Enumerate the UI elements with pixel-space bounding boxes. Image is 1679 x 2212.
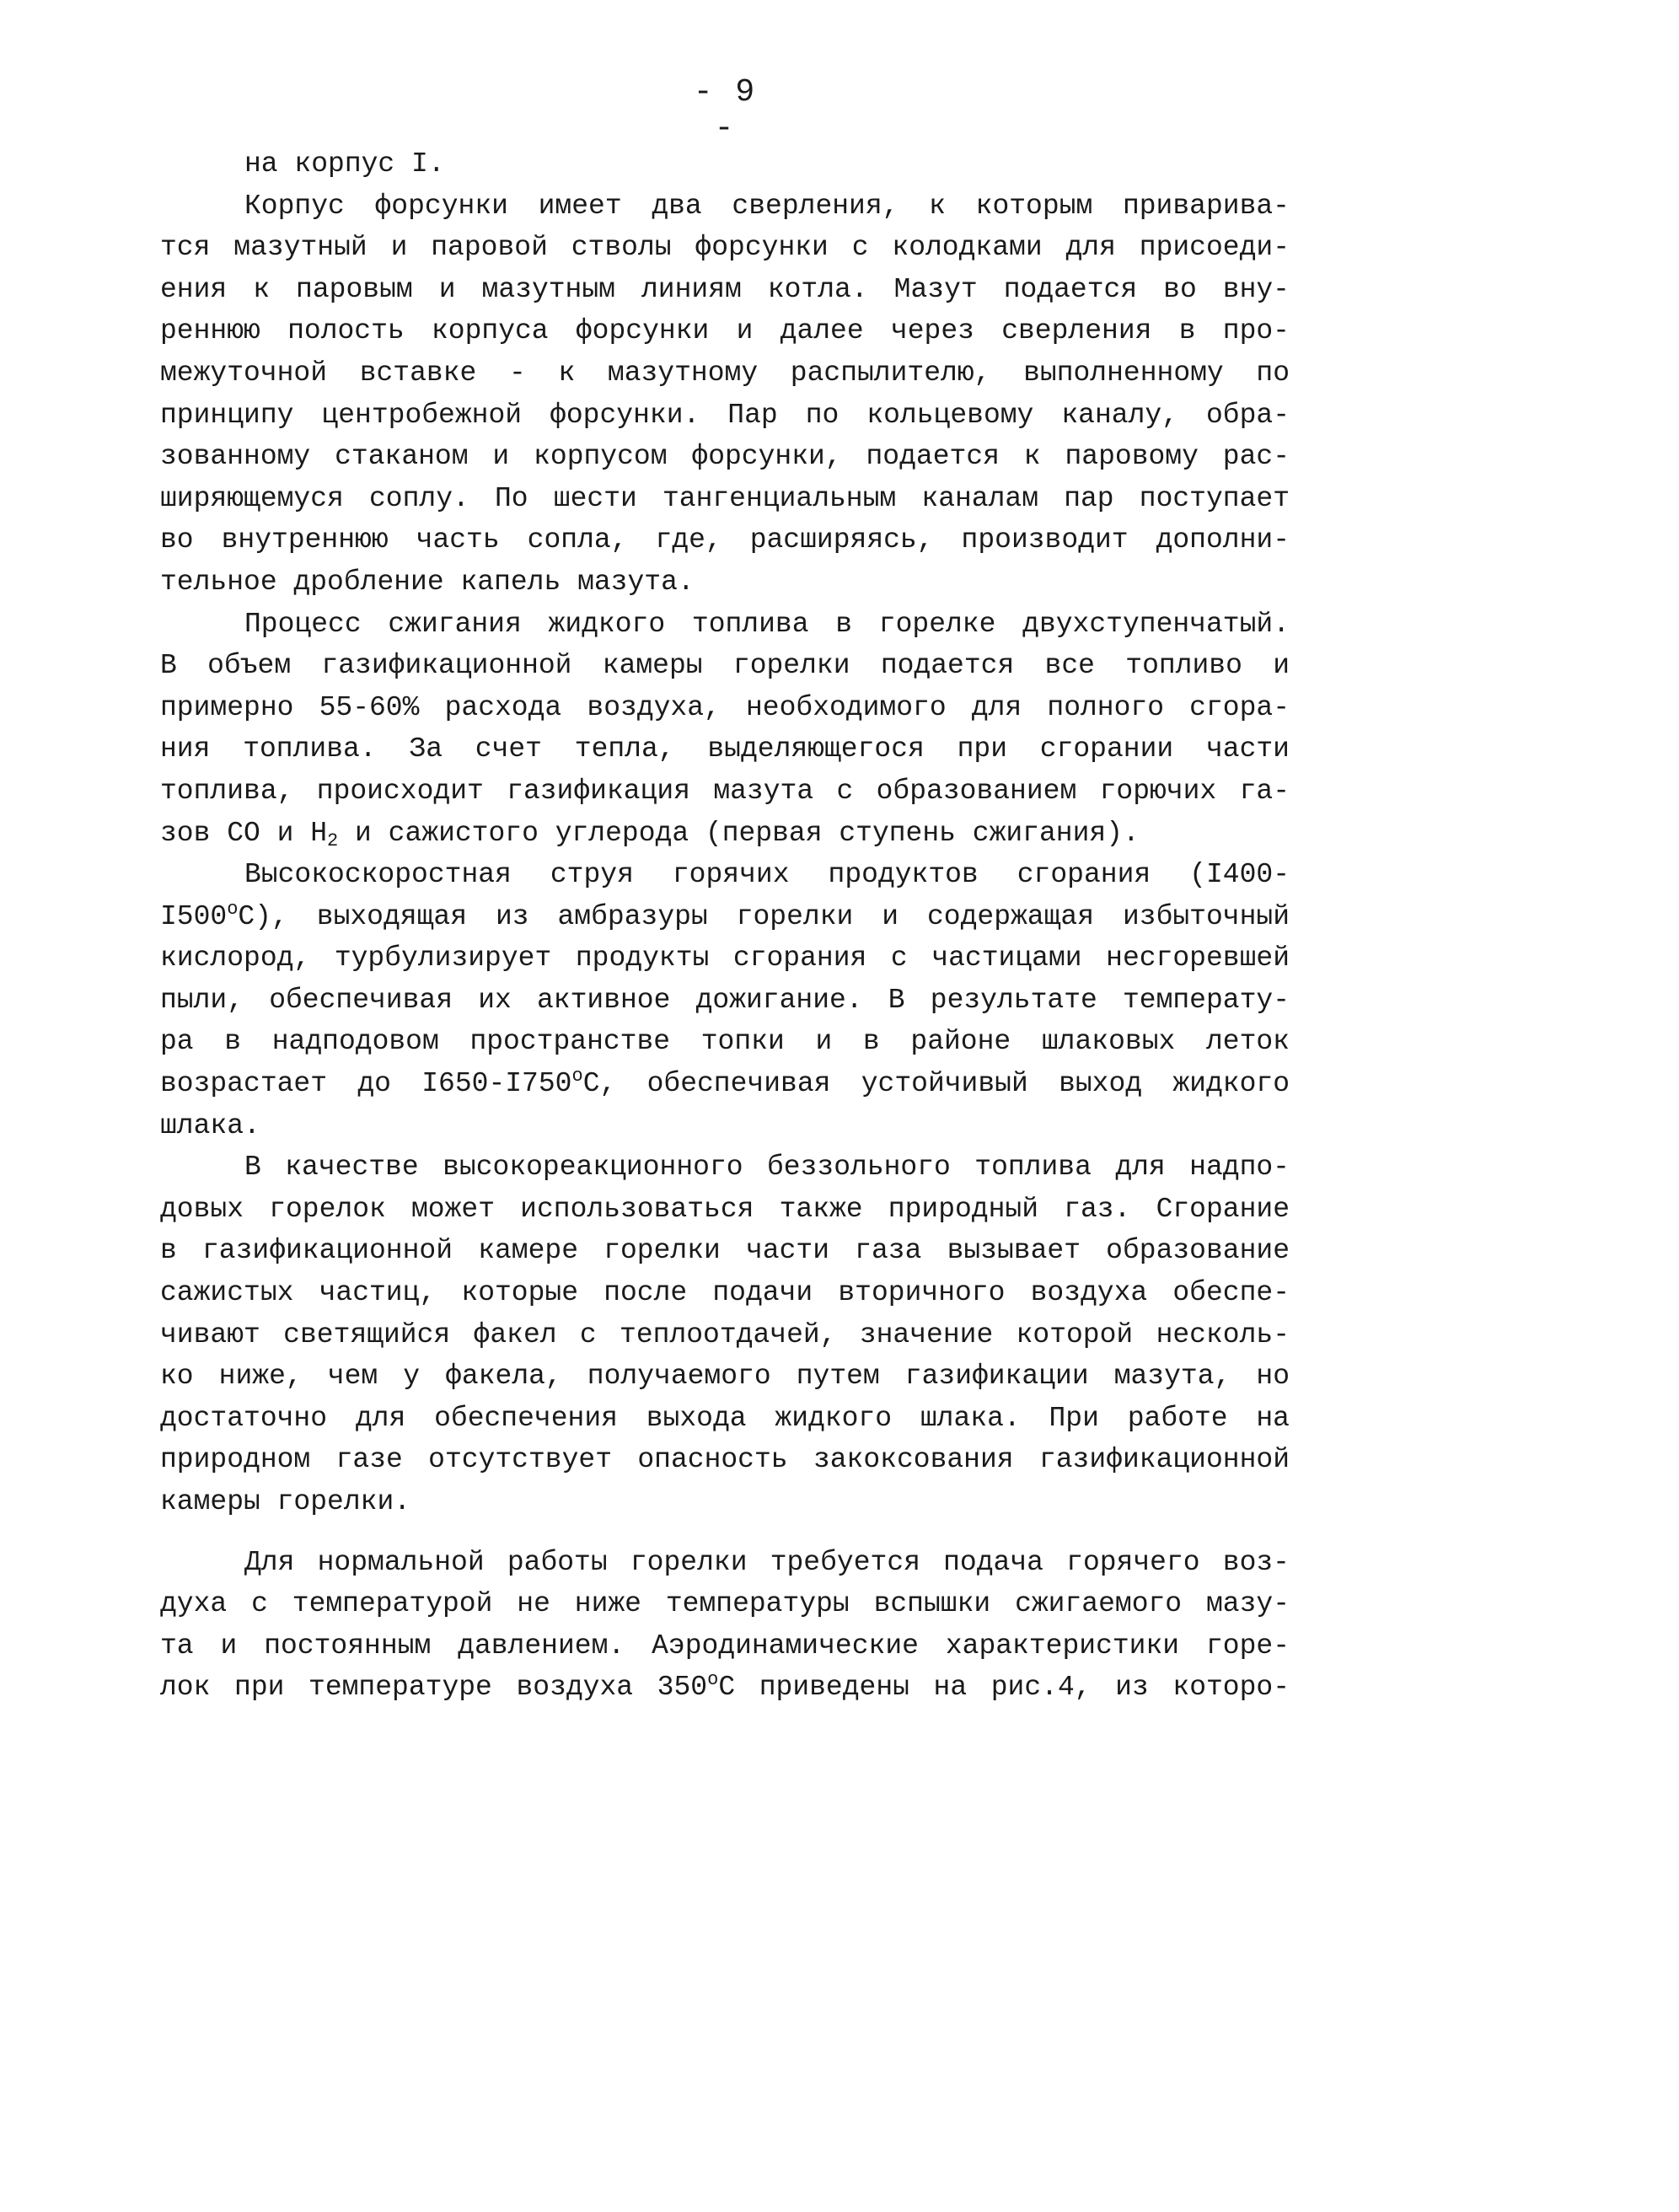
text-line: В качестве высокореакционного беззольного топлива для надпо- bbox=[244, 1152, 1290, 1184]
text-line: сажистых частиц, которые после подачи вторичного воздуха обеспе- bbox=[160, 1277, 1290, 1309]
text-fragment: и сажистого углерода (первая ступень сжигания). bbox=[338, 817, 1140, 849]
text-line: во внутреннюю часть сопла, где, расширяясь, производит дополни- bbox=[160, 524, 1290, 556]
text-line: реннюю полость корпуса форсунки и далее через сверления в про- bbox=[160, 315, 1290, 347]
text-line: зованному стаканом и корпусом форсунки, подается к паровому рас- bbox=[160, 441, 1290, 473]
degree-superscript: о bbox=[571, 1066, 583, 1087]
text-line: ширяющемуся соплу. По шести тангенциальным каналам пар поступает bbox=[160, 482, 1290, 514]
text-line bbox=[160, 1667, 1290, 1709]
text-line: кислород, турбулизирует продукты сгорания с частицами несгоревшей bbox=[160, 942, 1290, 974]
text-line: природном газе отсутствует опасность закоксования газификационной bbox=[160, 1444, 1290, 1476]
text-line: камеры горелки. bbox=[160, 1486, 411, 1517]
degree-superscript: о bbox=[707, 1669, 719, 1691]
text-line bbox=[160, 813, 1290, 855]
text-line: принципу центробежной форсунки. Пар по кольцевому каналу, обра- bbox=[160, 399, 1290, 431]
text-fragment: возрастает до I650-I750 bbox=[160, 1068, 572, 1100]
text-line bbox=[160, 1063, 1290, 1105]
text-line: достаточно для обеспечения выхода жидкого шлака. При работе на bbox=[160, 1402, 1290, 1434]
text-line: примерно 55-60% расхода воздуха, необходимого для полного сгора- bbox=[160, 691, 1290, 723]
degree-superscript: о bbox=[227, 898, 239, 920]
text-line: Высокоскоростная струя горячих продуктов сгорания (I400- bbox=[244, 859, 1290, 891]
text-line: Корпус форсунки имеет два сверления, к которым приварива- bbox=[244, 190, 1290, 222]
text-line: ра в надподовом пространстве топки и в районе шлаковых леток bbox=[160, 1026, 1290, 1058]
page-number: - 9 - bbox=[693, 74, 757, 147]
text-fragment: зов CO и H bbox=[160, 817, 328, 849]
text-fragment: C приведены на рис.4, из которо- bbox=[718, 1672, 1290, 1704]
text-line: ения к паровым и мазутным линиям котла. Мазут подается во вну- bbox=[160, 273, 1290, 305]
text-line: пыли, обеспечивая их активное дожигание. В результате температу- bbox=[160, 984, 1290, 1016]
text-line: ния топлива. За счет тепла, выделяющегося при сгорании части bbox=[160, 733, 1290, 765]
text-line: тельное дробление капель мазута. bbox=[160, 566, 695, 598]
text-line: чивают светящийся факел с теплоотдачей, значение которой несколь- bbox=[160, 1318, 1290, 1350]
text-line: довых горелок может использоваться также природный газ. Сгорание bbox=[160, 1193, 1290, 1225]
text-line: на корпус I. bbox=[244, 148, 445, 180]
text-line: В объем газификационной камеры горелки подается все топливо и bbox=[160, 650, 1290, 682]
text-line: шлака. bbox=[160, 1109, 260, 1141]
text-line: межуточной вставке - к мазутному распылителю, выполненному по bbox=[160, 357, 1290, 389]
text-line: духа с температурой не ниже температуры вспышки сжигаемого мазу- bbox=[160, 1588, 1290, 1620]
text-line: топлива, происходит газификация мазута с образованием горючих га- bbox=[160, 775, 1290, 807]
text-line: та и постоянным давлением. Аэродинамические характеристики горе- bbox=[160, 1629, 1290, 1662]
text-line: Для нормальной работы горелки требуется подача горячего воз- bbox=[244, 1546, 1290, 1578]
text-line: ко ниже, чем у факела, получаемого путем газификации мазута, но bbox=[160, 1361, 1290, 1393]
text-line: Процесс сжигания жидкого топлива в горелке двухступенчатый. bbox=[244, 608, 1290, 640]
text-line bbox=[160, 896, 1290, 938]
text-line: в газификационной камере горелки части газа вызывает образование bbox=[160, 1235, 1290, 1267]
text-line: тся мазутный и паровой стволы форсунки с колодками для присоеди- bbox=[160, 232, 1290, 264]
text-fragment: лок при температуре воздуха 350 bbox=[160, 1672, 708, 1704]
text-fragment: I500 bbox=[160, 900, 228, 932]
text-fragment: C), выходящая из амбразуры горелки и содержащая избыточный bbox=[238, 900, 1290, 932]
subscript: 2 bbox=[327, 830, 339, 851]
text-fragment: C, обеспечивая устойчивый выход жидкого bbox=[582, 1068, 1290, 1100]
body-text bbox=[160, 143, 1290, 1709]
